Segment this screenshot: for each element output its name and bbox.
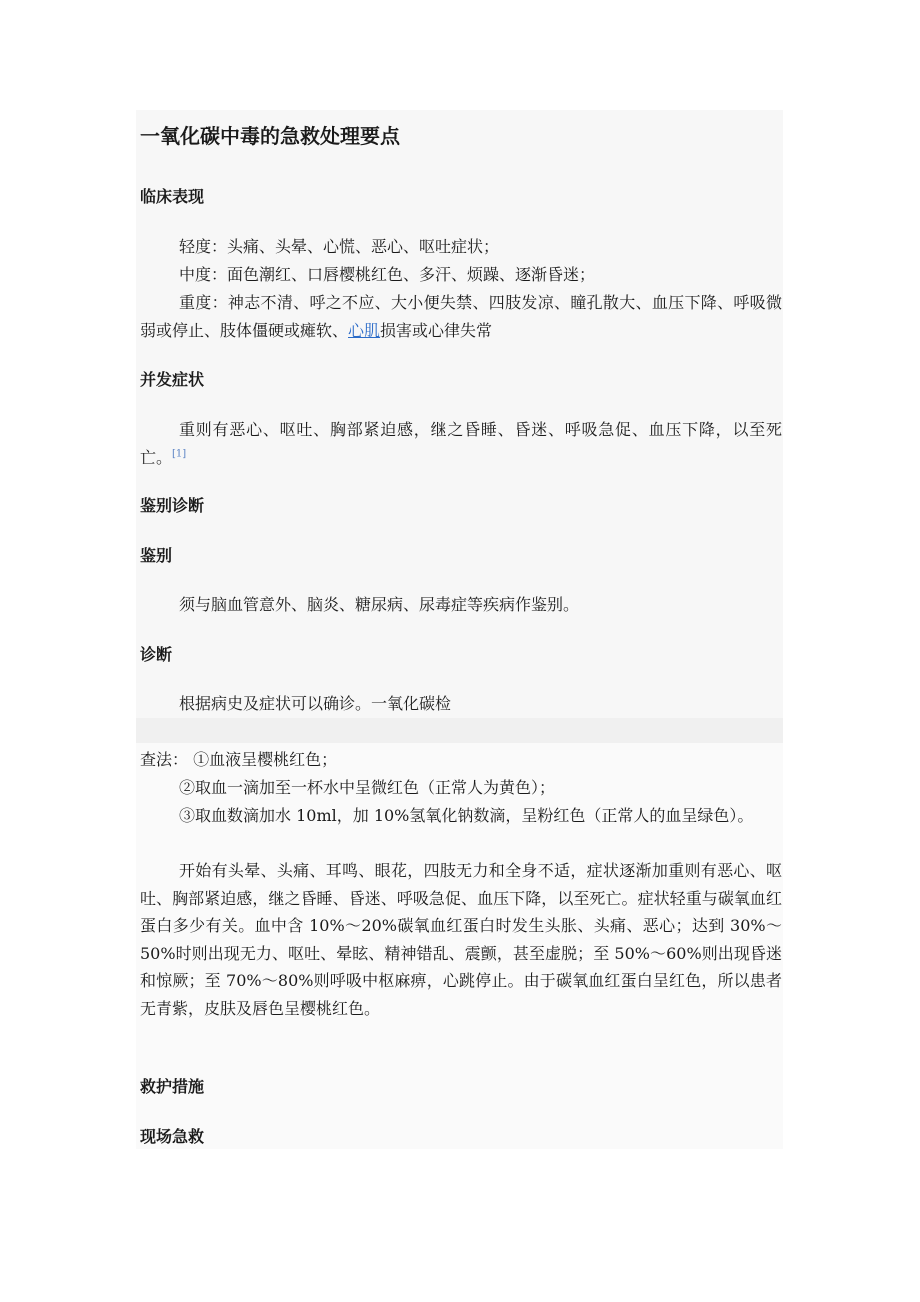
page-title: 一氧化碳中毒的急救处理要点 [140, 124, 400, 148]
clinical-moderate: 中度：面色潮红、口唇樱桃红色、多汗、烦躁、逐渐昏迷； [179, 265, 596, 284]
lab-step-3: ③取血数滴加水 10ml，加 10%氢氧化钠数滴，呈粉红色（正常人的血呈绿色）。 [179, 806, 754, 825]
complications-text [140, 416, 782, 471]
subheading-onsite: 现场急救 [140, 1127, 205, 1146]
complications-body: 重则有恶心、呕吐、胸部紧迫感，继之昏睡、昏迷、呼吸急促、血压下降，以至死亡。 [140, 420, 782, 467]
subheading-diagnosis: 诊断 [140, 645, 173, 664]
heading-differential: 鉴别诊断 [140, 496, 205, 515]
content-panel-top [136, 110, 783, 718]
lab-step-2: ②取血一滴加至一杯水中呈微红色（正常人为黄色）； [179, 778, 556, 797]
myocardium-link[interactable]: 心肌 [348, 320, 381, 340]
clinical-severe-text: 重度：神志不清、呼之不应、大小便失禁、四肢发凉、瞳孔散大、血压下降、呼吸微弱或停止、肢体僵硬或瘫软、 [140, 293, 782, 340]
clinical-severe-tail: 损害或心律失常 [380, 320, 493, 340]
heading-clinical: 临床表现 [140, 187, 205, 206]
identify-text: 须与脑血管意外、脑炎、糖尿病、尿毒症等疾病作鉴别。 [179, 595, 580, 614]
subheading-identify: 鉴别 [140, 546, 173, 565]
diagnosis-text: 根据病史及症状可以确诊。一氧化碳检 [179, 694, 452, 713]
reference-link[interactable]: [1] [172, 448, 187, 460]
heading-rescue: 救护措施 [140, 1077, 205, 1096]
lab-method-line: 查法： ①血液呈樱桃红色； [140, 750, 338, 769]
lab-detail: 开始有头晕、头痛、耳鸣、眼花，四肢无力和全身不适，症状逐渐加重则有恶心、呕吐、胸部紧迫感，继之昏睡、昏迷、呼吸急促、血压下降，以至死亡。症状轻重与碳氧血红蛋白多少有关。血中含 10%～20%碳氧血红蛋白时发生头胀、头痛、恶心；达到 30%～50%时则出现无力、呕吐、晕眩、精神错乱、震颤，甚至虚脱；至 50%～60%则出现昏迷和惊厥；至 70%～80%则呼吸中枢麻痹，心跳停止。由于碳氧血红蛋白呈红色，所以患者无青紫，皮肤及唇色呈樱桃红色。 [140, 861, 782, 1018]
heading-complications: 并发症状 [140, 370, 205, 389]
clinical-mild: 轻度：头痛、头晕、心慌、恶心、呕吐症状； [179, 237, 500, 256]
page-break-band [136, 718, 783, 743]
clinical-severe [140, 289, 782, 344]
